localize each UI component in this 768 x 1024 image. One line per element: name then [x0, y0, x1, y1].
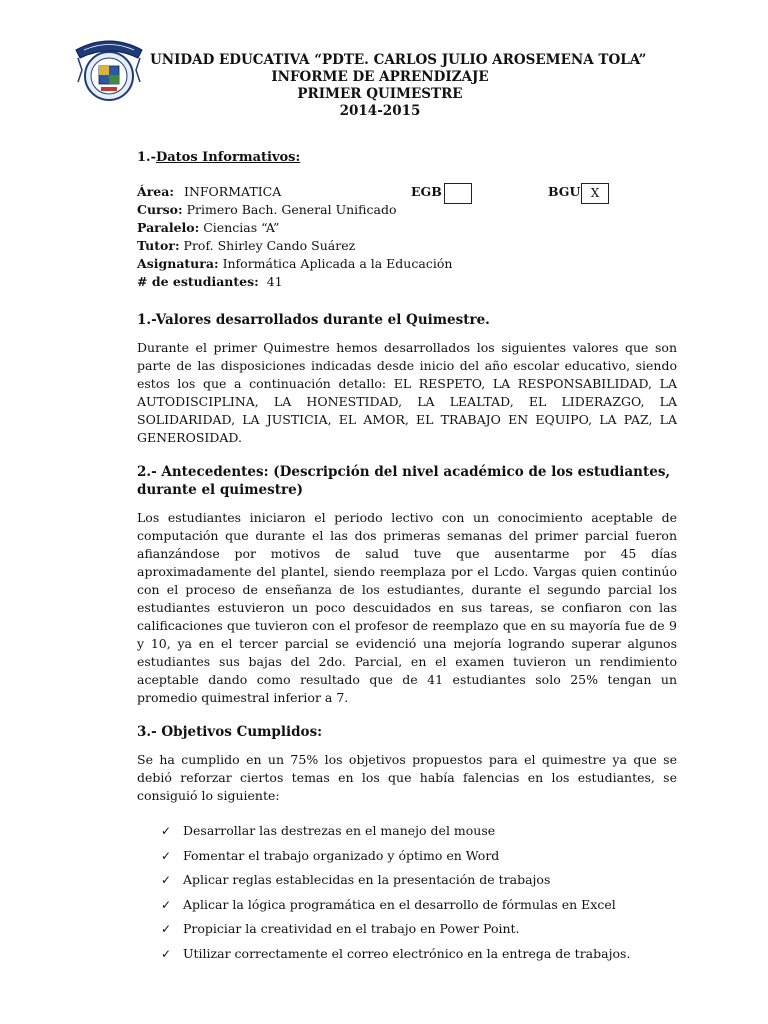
estudiantes-row: # de estudiantes: 41: [137, 274, 283, 289]
bgu-label: BGU: [548, 184, 581, 199]
list-item: ✓ Aplicar reglas establecidas en la presentación de trabajos: [161, 868, 677, 893]
area-label: Área:: [137, 184, 174, 199]
curso-row: Curso: Primero Bach. General Unificado: [137, 202, 397, 217]
checkmark-icon: ✓: [161, 873, 172, 887]
section2-title: 2.- Antecedentes: (Descripción del nivel académico de los estudiantes, durante el quimestre): [137, 464, 671, 498]
section1-body: Durante el primer Quimestre hemos desarrollados los siguientes valores que son parte de las disposiciones indicadas desde inicio del año escolar educativo, siendo estos los que a continuación detallo: EL RESPETO, LA RESPONSABILIDAD, LA AUTODISCIPLINA, LA HONESTIDAD, LA LEALTAD, EL LIDERAZGO, LA SOLIDARIDAD, LA JUSTICIA, EL AMOR, EL TRABAJO EN EQUIPO, LA PAZ, LA GENEROSIDAD.: [137, 340, 677, 445]
section1-title: 1.-Valores desarrollados durante el Quimestre.: [137, 312, 490, 328]
section2-body: Los estudiantes iniciaron el periodo lectivo con un conocimiento aceptable de computación que durante el las dos primeras semanas del primer parcial fueron afianzándose por motivos de salud tuve que ausentarme por 45 días aproximadamente del plantel, siendo reemplaza por el Lcdo. Vargas quien continúo con el proceso de enseñanza de los estudiantes, durante el segundo parcial los estudiantes estuvieron un poco descuidados en sus tareas, se confiaron con las calificaciones que tuvieron con el profesor de reemplazo que en su mayoría fue de 9 y 10, ya en el tercer parcial se evidenció una mejoría logrando superar algunos estudiantes sus bajas del 2do. Parcial, en el examen tuvieron un rendimiento aceptable dando como resultado que de 41 estudiantes solo 25% tengan un promedio quimestral inferior a 7.: [137, 510, 677, 705]
report-period: PRIMER QUIMESTRE: [297, 86, 463, 102]
asignatura-value: Informática Aplicada a la Educación: [222, 256, 453, 271]
estudiantes-value: 41: [266, 274, 283, 289]
school-year: 2014-2015: [339, 103, 421, 119]
tutor-row: Tutor: Prof. Shirley Cando Suárez: [137, 238, 356, 253]
school-seal-logo: [72, 36, 146, 104]
area-row: [137, 183, 677, 201]
checkmark-icon: ✓: [161, 922, 172, 936]
checkmark-icon: ✓: [161, 946, 172, 961]
list-item: ✓ Fomentar el trabajo organizado y óptimo en Word: [161, 844, 677, 869]
list-item: ✓ Desarrollar las destrezas en el manejo del mouse: [161, 819, 677, 844]
checkmark-icon: ✓: [161, 897, 172, 912]
section3-title: 3.- Objetivos Cumplidos:: [137, 724, 323, 740]
report-title: INFORME DE APRENDIZAJE: [271, 69, 489, 85]
document-body: [137, 150, 677, 966]
checkmark-icon: ✓: [161, 848, 172, 863]
section3-body: Se ha cumplido en un 75% los objetivos propuestos para el quimestre ya que se debió reforzar ciertos temas en los que había falencias en los estudiantes, se consiguió lo siguiente:: [137, 752, 677, 803]
objectives-list: [161, 819, 677, 966]
list-item: ✓ Aplicar la lógica programática en el desarrollo de fórmulas en Excel: [161, 893, 677, 918]
paralelo-value: Ciencias “A”: [203, 220, 280, 235]
paralelo-row: Paralelo: Ciencias “A”: [137, 220, 280, 235]
bgu-checkbox: X: [581, 183, 609, 204]
school-name: UNIDAD EDUCATIVA “PDTE. CARLOS JULIO AROSEMENA TOLA”: [150, 52, 647, 68]
checkmark-icon: ✓: [161, 824, 172, 838]
tutor-value: Prof. Shirley Cando Suárez: [183, 238, 356, 253]
list-item: ✓ Utilizar correctamente el correo electrónico en la entrega de trabajos.: [161, 942, 677, 967]
document-header: [150, 52, 647, 120]
datos-heading: 1.-Datos Informativos:: [137, 150, 301, 165]
egb-label: EGB: [411, 184, 442, 199]
list-item: ✓ Propiciar la creatividad en el trabajo en Power Point.: [161, 917, 677, 942]
curso-value: Primero Bach. General Unificado: [186, 202, 397, 217]
asignatura-row: Asignatura: Informática Aplicada a la Educación: [137, 256, 453, 271]
area-value: INFORMATICA: [184, 184, 282, 199]
